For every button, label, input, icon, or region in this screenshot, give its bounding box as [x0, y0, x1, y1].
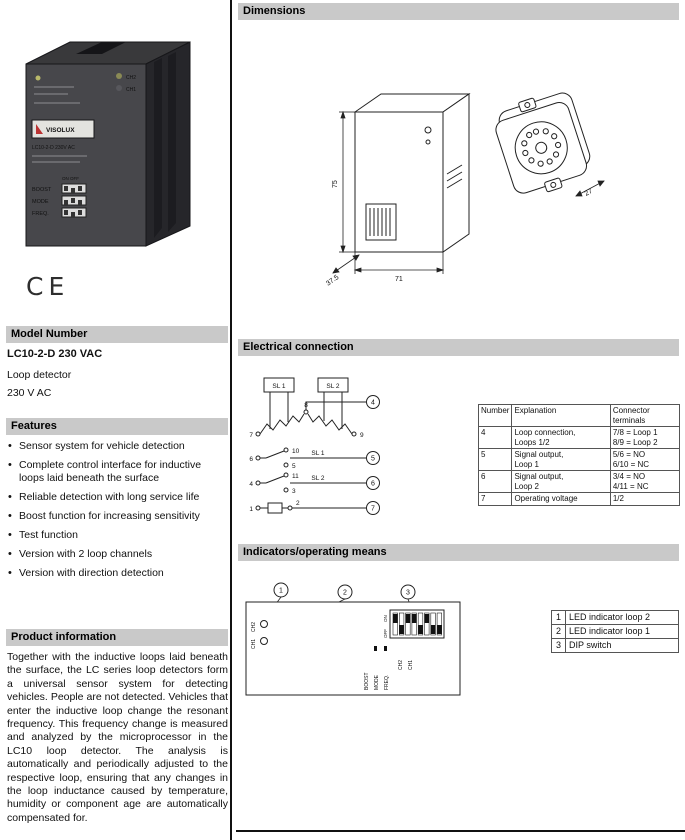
mode-function-label: MODE	[374, 675, 380, 690]
led-loop1-label: CH1	[251, 638, 257, 649]
column-divider	[230, 0, 232, 840]
terminals-cell: 1/2	[610, 493, 679, 506]
callout-4: 4	[371, 399, 375, 407]
explanation-cell: Signal output, Loop 2	[512, 471, 610, 493]
led-ch1	[116, 85, 122, 91]
num-cell: 4	[479, 427, 512, 449]
num-cell: 7	[479, 493, 512, 506]
mode-label: MODE	[32, 199, 49, 205]
section-header-dimensions: Dimensions	[238, 3, 679, 20]
terminal-1: 1	[249, 506, 253, 513]
dim-socket: 27	[583, 187, 594, 198]
circuit-callouts	[367, 396, 380, 515]
device-body	[26, 42, 190, 246]
legend-row	[552, 625, 679, 639]
explanation-cell: Signal output, Loop 1	[512, 449, 610, 471]
callout-1: 1	[279, 587, 283, 595]
text-line	[34, 102, 80, 104]
dip-switch	[390, 610, 444, 638]
explanation-cell: Loop connection, Loops 1/2	[512, 427, 610, 449]
table-row	[479, 493, 680, 506]
legend-num: 3	[552, 639, 566, 653]
feature-item: • Sensor system for vehicle detection	[7, 440, 228, 453]
section-header-product-information: Product information	[6, 629, 228, 646]
table-row	[479, 449, 680, 471]
product-type: Loop detector	[7, 369, 72, 381]
freq-function-label: FREQ.	[384, 674, 390, 690]
freq-label: FREQ.	[32, 211, 49, 217]
switch-mark	[374, 646, 377, 651]
terminal-2: 2	[296, 500, 300, 507]
product-photo	[16, 28, 212, 268]
explanation-cell: Operating voltage	[512, 493, 610, 506]
text-line	[32, 161, 80, 163]
off-label: OFF	[383, 629, 388, 638]
section-header-indicators: Indicators/operating means	[238, 544, 679, 561]
features-list	[7, 440, 228, 586]
electrical-circuit	[246, 366, 476, 536]
model-text: LC10-2-D 230V AC	[32, 145, 75, 151]
section-header-features: Features	[6, 418, 228, 435]
indicators-legend-table	[551, 610, 679, 653]
led-loop2	[261, 621, 268, 628]
onoff-label: ON OFF	[62, 176, 79, 181]
terminal-6: 6	[249, 456, 253, 463]
num-cell: 5	[479, 449, 512, 471]
table-row	[479, 427, 680, 449]
dip-switch-photo	[62, 184, 86, 217]
terminal-11: 11	[292, 473, 299, 480]
dim-height: 75	[332, 180, 339, 188]
legend-label: LED indicator loop 2	[566, 611, 679, 625]
legend-label: LED indicator loop 1	[566, 625, 679, 639]
dim-width: 71	[395, 276, 403, 283]
terminal-10: 10	[292, 448, 300, 455]
dimensions-drawing	[240, 24, 680, 334]
terminal-7: 7	[249, 432, 253, 439]
feature-item: • Reliable detection with long service life	[7, 491, 228, 504]
feature-item: • Boost function for increasing sensitivity	[7, 510, 228, 523]
connector-table	[478, 404, 680, 506]
bottom-rule	[236, 830, 685, 832]
callout-3: 3	[406, 589, 410, 597]
table-header-row	[479, 405, 680, 427]
led-loop2-label: CH2	[251, 621, 257, 632]
led-ch1-label: CH1	[126, 87, 137, 93]
feature-item: • Version with 2 loop channels	[7, 548, 228, 561]
section-header-electrical: Electrical connection	[238, 339, 679, 356]
text-line	[34, 93, 68, 95]
header-number: Number	[479, 405, 512, 427]
feature-item: • Complete control interface for inductive loops laid beneath the surface	[7, 459, 228, 485]
text-line	[32, 155, 87, 157]
section-header-model-number: Model Number	[6, 326, 228, 343]
boost-function-label: BOOST	[364, 672, 370, 690]
front-dip-connector	[366, 204, 396, 240]
ch1-column-label: CH1	[408, 659, 414, 670]
terminal-9: 9	[360, 432, 364, 439]
indicators-diagram	[240, 570, 470, 710]
contact1-label: SL 1	[311, 450, 325, 457]
terminal-8: 8	[304, 402, 308, 409]
supply-voltage: 230 V AC	[7, 387, 52, 399]
sl1-box-label: SL 1	[272, 383, 286, 390]
header-terminals: Connector terminals	[610, 405, 679, 427]
product-information-text: Together with the inductive loops laid beneath the surface, the LC series loop detectors form a universal sensor system for detecting vehicles. People are not detected. Vehicles that enter the inductive loop change the resonant frequency. This frequency change is measured and analyzed by the microprocessor in the LC10 loop detector. The analysis is automatically and periodically adjusted to the respective loop, ensuring that any changes in the loop inductance caused by temperature, humidity or component age are automatically compensated for.	[7, 651, 228, 824]
power-led	[36, 76, 41, 81]
callout-2: 2	[343, 589, 347, 597]
terminals-cell: 7/8 = Loop 1 8/9 = Loop 2	[610, 427, 679, 449]
ch2-column-label: CH2	[398, 659, 404, 670]
callout-6: 6	[371, 480, 375, 488]
table-row	[479, 471, 680, 493]
legend-label: DIP switch	[566, 639, 679, 653]
legend-row	[552, 611, 679, 625]
supply-branch	[256, 503, 366, 513]
terminal-4: 4	[249, 481, 253, 488]
num-cell: 6	[479, 471, 512, 493]
feature-item: • Test function	[7, 529, 228, 542]
dim-depth: 37.5	[325, 274, 341, 288]
socket-drawing	[490, 87, 597, 202]
led-ch2	[116, 73, 122, 79]
text-line	[34, 86, 74, 88]
boost-label: BOOST	[32, 187, 52, 193]
header-explanation: Explanation	[512, 405, 610, 427]
callout-7: 7	[371, 505, 375, 513]
terminal-3: 3	[292, 488, 296, 495]
terminals-cell: 5/6 = NO 6/10 = NC	[610, 449, 679, 471]
sl2-box-label: SL 2	[326, 383, 340, 390]
brand-text: VISOLUX	[46, 127, 75, 134]
on-label: ON	[383, 615, 388, 622]
terminal-5: 5	[292, 463, 296, 470]
callout-5: 5	[371, 455, 375, 463]
legend-num: 1	[552, 611, 566, 625]
legend-row	[552, 639, 679, 653]
ce-mark: CE	[26, 272, 70, 301]
contact2-label: SL 2	[311, 475, 325, 482]
led-ch2-label: CH2	[126, 75, 137, 81]
model-number: LC10-2-D 230 VAC	[7, 348, 103, 360]
led-loop1	[261, 638, 268, 645]
feature-item: • Version with direction detection	[7, 567, 228, 580]
legend-num: 2	[552, 625, 566, 639]
switch-mark	[384, 646, 387, 651]
terminals-cell: 3/4 = NO 4/11 = NC	[610, 471, 679, 493]
